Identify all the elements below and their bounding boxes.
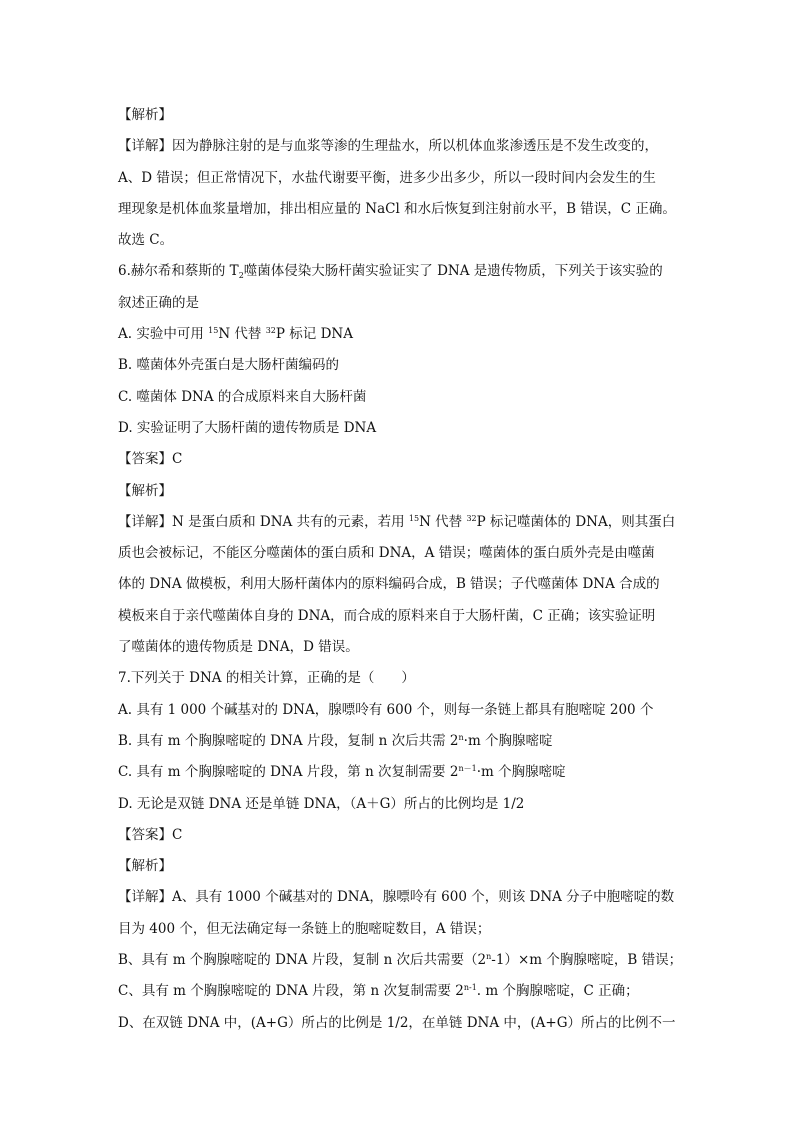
q6-option-c: C. 噬菌体 DNA 的合成原料来自大肠杆菌	[118, 388, 367, 405]
q5-detail-line-2: A、D 错误；但正常情况下，水盐代谢要平衡，进多少出多少，所以一段时间内会发生的生	[118, 169, 656, 186]
q7-detail-4-part-b: . m 个胸腺嘧啶，C 正确；	[476, 983, 639, 1000]
q7-option-c-part-2: ·m 个胸腺嘧啶	[476, 764, 566, 781]
q5-analysis-heading: 【解析】	[118, 107, 172, 123]
q7-option-b-part-2: ·m 个胸腺嘧啶	[463, 732, 553, 749]
q6-stem-part-b: 噬菌体侵染大肠杆菌实验证实了 DNA 是遗传物质，下列关于该实验的	[243, 263, 663, 280]
q7-option-d: D. 无论是双链 DNA 还是单链 DNA，（A＋G）所占的比例均是 1/2	[118, 795, 525, 812]
q5-detail-line-4: 故选 C。	[118, 232, 174, 249]
q6-stem-line-1	[118, 256, 678, 287]
q6-option-b: B. 噬菌体外壳蛋白是大肠杆菌编码的	[118, 357, 340, 374]
q7-stem: 7.下列关于 DNA 的相关计算，正确的是（ ）	[118, 670, 415, 687]
q7-detail-3-part-a: B、具有 m 个胸腺嘧啶的 DNA 片段，复制 n 次后共需要（2	[118, 952, 487, 969]
q6-option-a	[118, 319, 678, 350]
q6-option-a-sup-1: 15	[208, 326, 219, 336]
q7-option-b	[118, 726, 678, 757]
q6-detail-line-3: 体的 DNA 做模板，利用大肠杆菌体内的原料编码合成，B 错误；子代噬菌体 DNA 合成的	[118, 576, 660, 593]
q7-detail-line-1: 【详解】A、具有 1000 个碱基对的 DNA，腺嘌呤有 600 个，则该 DNA 分子中胞嘧啶的数	[118, 889, 675, 906]
q6-detail-part-a: 【详解】N 是蛋白质和 DNA 共有的元素，若用	[118, 513, 409, 530]
q7-detail-3-sup: n	[486, 952, 492, 962]
q7-detail-line-4	[118, 976, 678, 1007]
q6-stem-part-a: 6.赫尔希和蔡斯的 T	[118, 263, 239, 280]
q6-detail-line-5: 了噬菌体的遗传物质是 DNA，D 错误。	[118, 639, 359, 656]
q6-option-a-part-2: N 代替	[218, 326, 266, 343]
q6-detail-line-1	[118, 507, 678, 538]
q6-option-a-part-3: P 标记 DNA	[275, 326, 353, 343]
q5-detail-line-1: 【详解】因为静脉注射的是与血浆等渗的生理盐水，所以机体血浆渗透压是不发生改变的，	[118, 138, 658, 155]
q6-detail-sup-1: 15	[408, 513, 420, 523]
q6-answer: 【答案】C	[118, 451, 183, 468]
q7-answer: 【答案】C	[118, 826, 183, 843]
q7-option-c-part-1: C. 具有 m 个胸腺嘧啶的 DNA 片段，第 n 次复制需要 2	[118, 764, 459, 781]
q7-option-c	[118, 757, 678, 788]
q6-option-a-sup-2: 32	[265, 326, 276, 336]
q7-option-b-sup: n	[458, 732, 464, 742]
q7-option-b-part-1: B. 具有 m 个胸腺嘧啶的 DNA 片段，复制 n 次后共需 2	[118, 732, 459, 749]
q7-detail-4-part-a: C、具有 m 个胸腺嘧啶的 DNA 片段，第 n 次复制需要 2	[118, 983, 464, 1000]
q7-detail-3-part-b: -1）×m 个胸腺嘧啶，B 错误；	[491, 952, 683, 969]
q6-detail-part-b: N 代替	[419, 513, 467, 530]
q5-detail-line-3: 理现象是机体血浆量增加，排出相应量的 NaCl 和水后恢复到注射前水平，B 错误，C 正确。	[118, 200, 676, 217]
q7-detail-4-sup: n-1	[463, 983, 477, 993]
q6-detail-part-c: P 标记噬菌体的 DNA，则其蛋白	[476, 513, 676, 530]
q7-detail-line-2: 目为 400 个，但无法确定每一条链上的胞嘧啶数目，A 错误；	[118, 920, 491, 937]
q6-detail-line-2: 质也会被标记，不能区分噬菌体的蛋白质和 DNA，A 错误；噬菌体的蛋白质外壳是由噬菌	[118, 545, 655, 562]
q6-analysis-heading: 【解析】	[118, 482, 172, 499]
q6-option-d: D. 实验证明了大肠杆菌的遗传物质是 DNA	[118, 419, 377, 436]
document-body	[118, 100, 683, 1039]
q6-detail-line-4: 模板来自于亲代噬菌体自身的 DNA，而合成的原料来自于大肠杆菌，C 正确；该实验证明	[118, 607, 656, 624]
q6-detail-sup-2: 32	[466, 513, 477, 523]
q7-detail-line-5: D、在双链 DNA 中，(A+G）所占的比例是 1/2，在单链 DNA 中，(A+G）所占的比例不一	[118, 1014, 676, 1031]
q6-option-a-part-1: A. 实验中可用	[118, 326, 209, 343]
q7-option-c-sup: n－1	[458, 764, 477, 774]
q6-stem-subscript: 2	[238, 271, 244, 281]
q7-option-a: A. 具有 1 000 个碱基对的 DNA，腺嘌呤有 600 个，则每一条链上都具有胞嘧啶 200 个	[118, 701, 654, 718]
q7-detail-line-3	[118, 945, 683, 976]
q6-stem-line-2: 叙述正确的是	[118, 294, 199, 311]
q7-analysis-heading: 【解析】	[118, 858, 172, 875]
